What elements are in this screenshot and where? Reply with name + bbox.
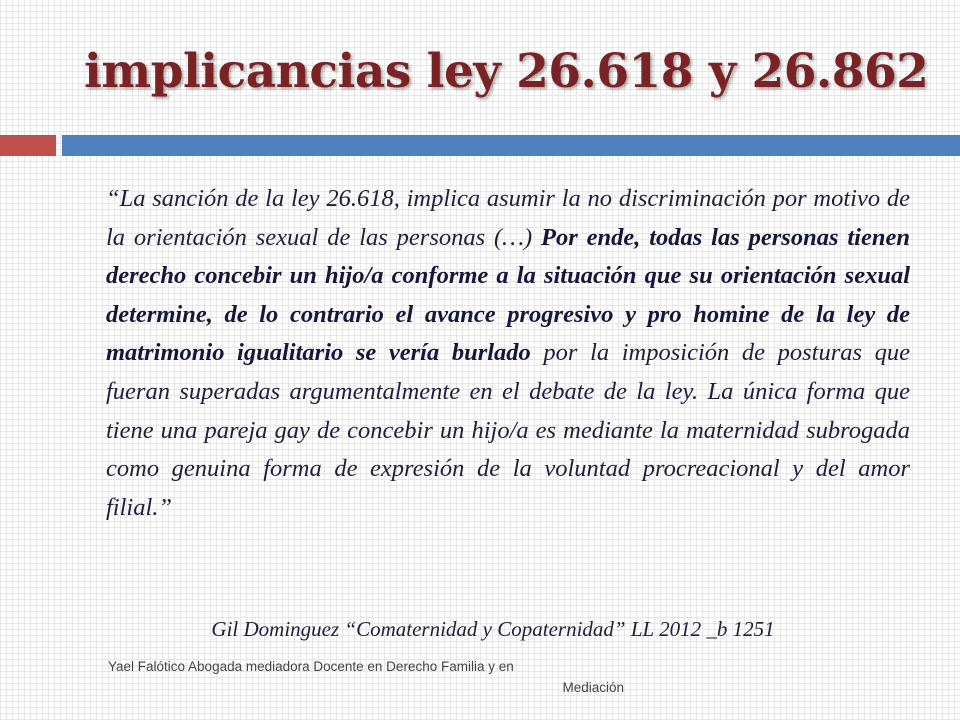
footer-subject-line: Mediación	[562, 680, 624, 695]
accent-bar-blue	[62, 135, 960, 156]
slide-title: implicancias ley 26.618 y 26.862	[84, 44, 929, 99]
quote-text-intro: “La sanción de la ley 26.618, implica asumir la no discriminación por motivo de la orientación sexual de las personas (…)	[106, 185, 910, 251]
footer-author-line: Yael Falótico Abogada mediadora Docente en Derecho Familia y en	[108, 659, 514, 674]
quote-text-conclusion: por la imposición de posturas que fueran superadas argumentalmente en el debate de la ley. La única forma que tiene una pareja gay de concebir un hijo/a es mediante la maternidad subrogada como genuina forma de expresión de la voluntad procreacional y del amor filial.”	[106, 339, 911, 521]
slide-footer	[108, 656, 624, 698]
quote-text-emphasis: Por ende, todas las personas tienen derecho concebir un hijo/a conforme a la situación que su orientación sexual determine, de lo contrario el avance progresivo y pro homine de la ley de matrimonio igualitario se vería burlado	[106, 223, 910, 367]
accent-bar-red	[0, 135, 56, 156]
quote-paragraph	[106, 180, 910, 527]
quote-citation: Gil Dominguez “Comaternidad y Copaternidad” LL 2012 _b 1251	[211, 617, 775, 641]
